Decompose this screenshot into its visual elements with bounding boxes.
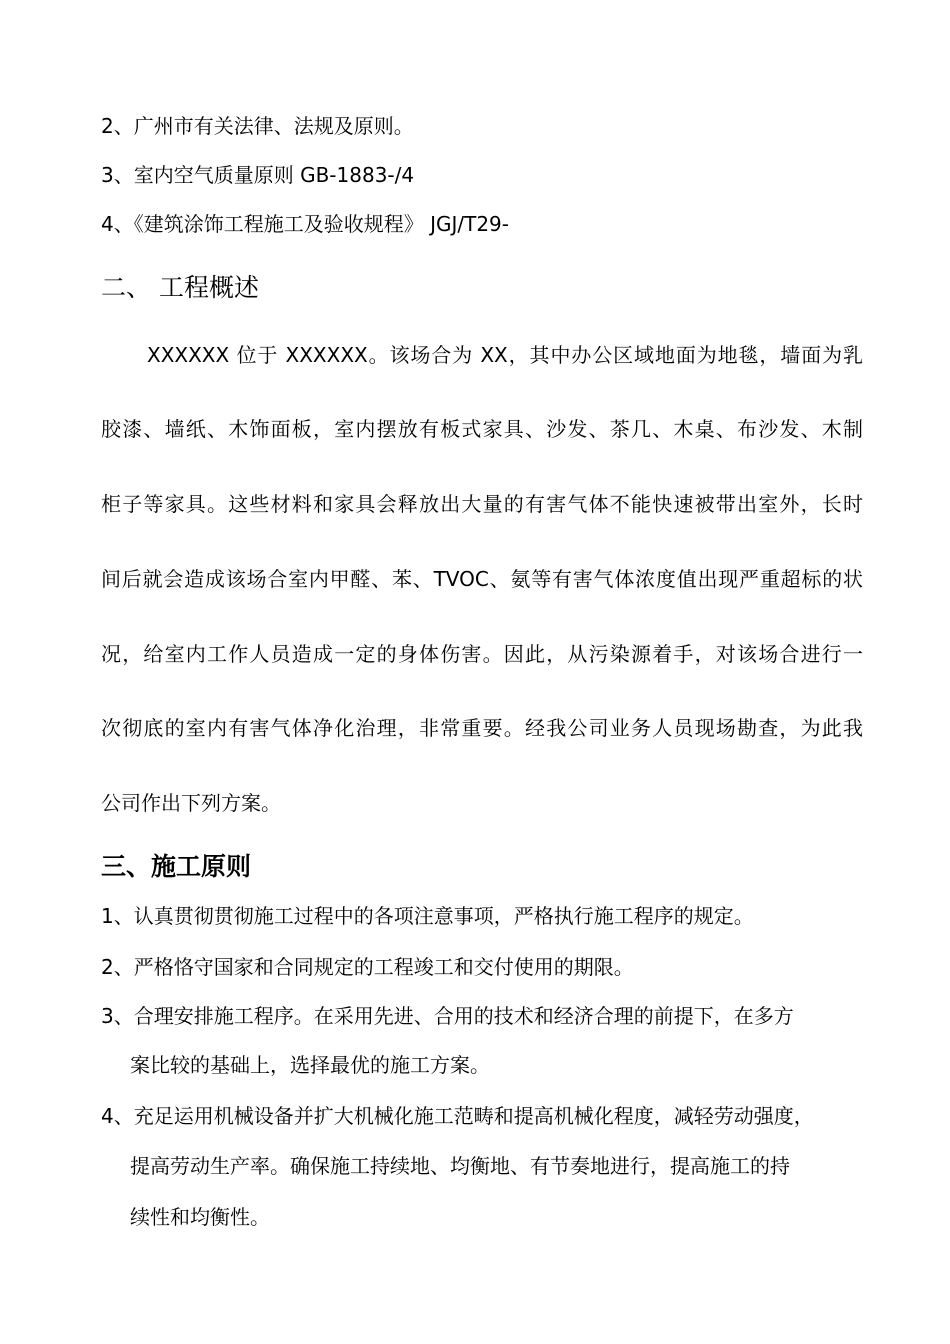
paragraph-line: 次彻底的室内有害气体净化治理，非常重要。经我公司业务人员现场勘查，为此我 (101, 716, 863, 740)
principle-item-1: 1、认真贯彻贯彻施工过程中的各项注意事项，严格执行施工程序的规定。 (101, 904, 754, 928)
paragraph-line: 间后就会造成该场合室内甲醛、苯、TVOC、氨等有害气体浓度值出现严重超标的状 (101, 567, 863, 591)
section-3-heading: 三、施工原则 (101, 852, 252, 881)
reference-item-4: 4、《建筑涂饰工程施工及验收规程》 JGJ/T29- (101, 212, 509, 236)
paragraph-line: 柜子等家具。这些材料和家具会释放出大量的有害气体不能快速被带出室外，长时 (101, 492, 863, 516)
reference-item-3: 3、室内空气质量原则 GB-1883-/4 (101, 163, 415, 187)
principle-item-3-continuation: 案比较的基础上，选择最优的施工方案。 (130, 1053, 490, 1077)
paragraph-line: 公司作出下列方案。 (101, 791, 281, 815)
principle-item-3: 3、合理安排施工程序。在采用先进、合用的技术和经济合理的前提下，在多方 (101, 1004, 794, 1028)
principle-item-2: 2、严格恪守国家和合同规定的工程竣工和交付使用的期限。 (101, 955, 634, 979)
reference-item-2: 2、广州市有关法律、法规及原则。 (101, 114, 414, 138)
paragraph-line: XXXXXX 位于 XXXXXX。该场合为 XX，其中办公区域地面为地毯，墙面为乳 (147, 343, 863, 367)
principle-item-4-continuation: 续性和均衡性。 (130, 1205, 270, 1229)
paragraph-line: 况，给室内工作人员造成一定的身体伤害。因此，从污染源着手，对该场合进行一 (101, 642, 863, 666)
paragraph-line: 胶漆、墙纸、木饰面板，室内摆放有板式家具、沙发、茶几、木桌、布沙发、木制 (101, 417, 863, 441)
principle-item-4-continuation: 提高劳动生产率。确保施工持续地、均衡地、有节奏地进行，提高施工的持 (130, 1154, 790, 1178)
principle-item-4: 4、充足运用机械设备并扩大机械化施工范畴和提高机械化程度，减轻劳动强度， (101, 1104, 814, 1128)
section-2-heading: 二、 工程概述 (101, 273, 259, 302)
